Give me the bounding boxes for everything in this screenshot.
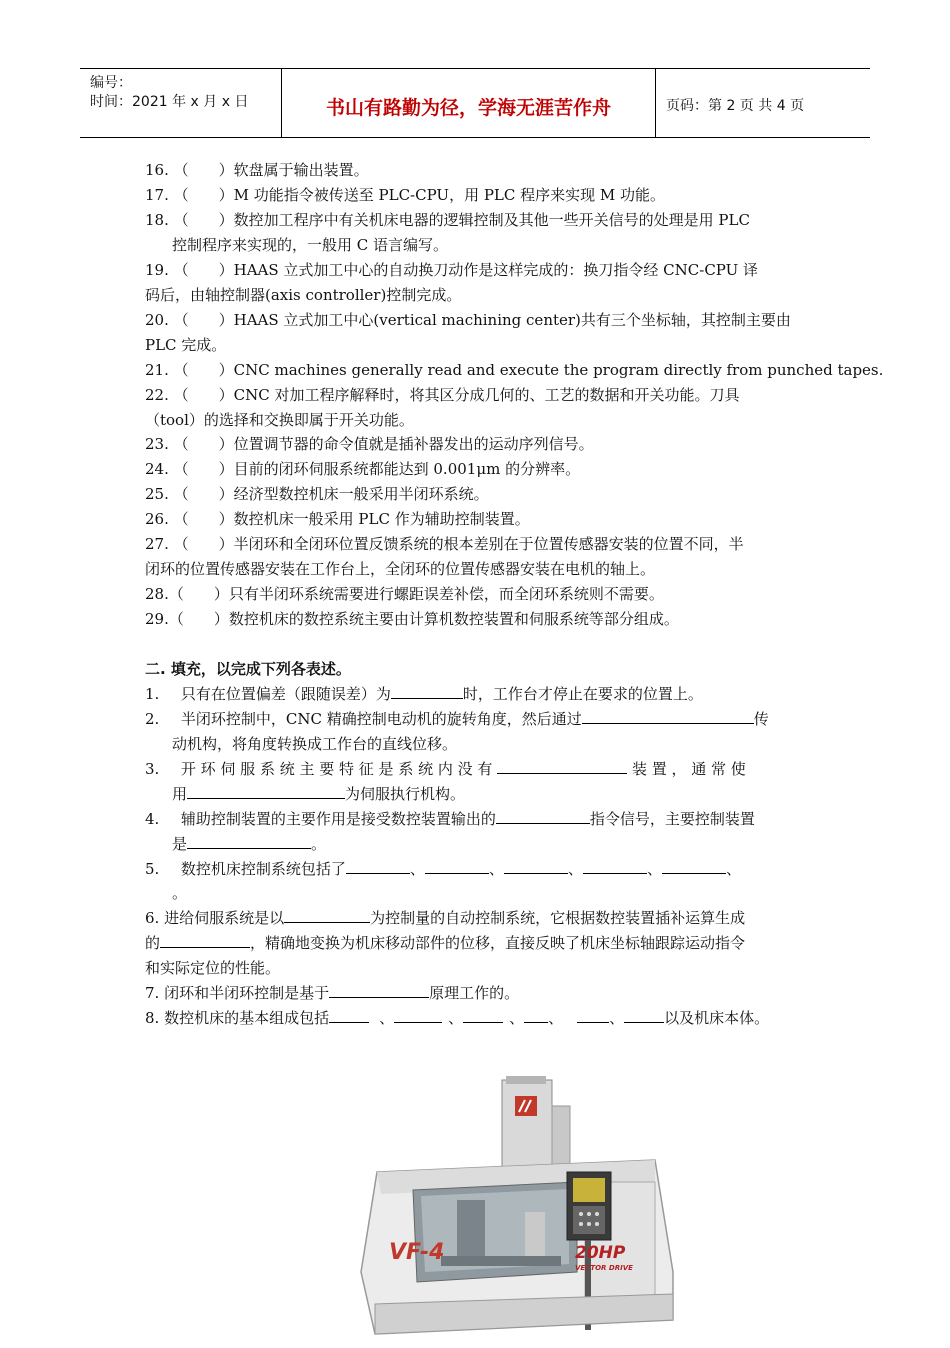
fill-item-2-line2: 动机构，将角度转换成工作台的直线位移。	[172, 735, 458, 753]
fill-item-5-line1	[145, 859, 741, 879]
header-motto-cell	[282, 69, 656, 137]
question-16: 16. （ ）软盘属于输出装置。	[145, 161, 369, 179]
item-text: 8. 数控机床的基本组成包括	[145, 1009, 330, 1027]
item-text: 以及机床本体。	[664, 1009, 770, 1027]
answer-blank[interactable]	[187, 834, 311, 849]
fill-item-7	[145, 983, 519, 1003]
item-text: 指令信号，主要控制装置	[589, 810, 755, 828]
item-text: 半闭环控制中，CNC 精确控制电动机的旋转角度，然后通过	[180, 710, 582, 728]
item-number: 4.	[145, 810, 160, 828]
header-page-cell	[656, 69, 870, 137]
answer-blank[interactable]	[496, 809, 590, 824]
answer-blank[interactable]	[329, 1008, 369, 1023]
fill-item-8	[145, 1008, 769, 1028]
page-header	[80, 68, 870, 138]
question-17: 17. （ ）M 功能指令被传送至 PLC-CPU，用 PLC 程序来实现 M 功能。	[145, 186, 666, 204]
separator: 、	[609, 1009, 625, 1027]
answer-blank[interactable]	[524, 1008, 548, 1023]
question-26: 26. （ ）数控机床一般采用 PLC 作为辅助控制装置。	[145, 510, 530, 528]
item-text: 开 环 伺 服 系 统 主 要 特 征 是 系 统 内 没 有	[180, 760, 493, 778]
separator: 、	[448, 1009, 464, 1027]
separator: 、	[646, 860, 662, 878]
answer-blank[interactable]	[425, 859, 489, 874]
question-18-line1: 18. （ ）数控加工程序中有关机床电器的逻辑控制及其他一些开关信号的处理是用 PLC	[145, 211, 750, 229]
question-20-line1: 20. （ ）HAAS 立式加工中心(vertical machining center)共有三个坐标轴，其控制主要由	[145, 311, 791, 329]
doc-number-label: 编号：	[90, 75, 132, 91]
item-text: 只有在位置偏差（跟随误差）为	[180, 685, 391, 703]
fill-item-4-line2	[172, 834, 326, 854]
item-text: 是	[172, 835, 188, 853]
separator: 、	[725, 860, 741, 878]
doc-time-label: 时间：2021 年 x 月 x 日	[90, 94, 249, 110]
cnc-machine-illustration	[355, 1072, 685, 1344]
haas-logo-icon	[515, 1096, 537, 1116]
cnc-machine-icon	[355, 1072, 685, 1344]
question-29: 29.（ ）数控机床的数控系统主要由计算机数控装置和伺服系统等部分组成。	[145, 610, 679, 628]
separator: 、	[567, 860, 583, 878]
answer-blank[interactable]	[394, 1008, 442, 1023]
item-text: 6. 进给伺服系统是以	[145, 909, 285, 927]
answer-blank[interactable]	[160, 933, 250, 948]
question-20-line2: PLC 完成。	[145, 336, 227, 354]
item-text: 。	[311, 835, 327, 853]
question-23: 23. （ ）位置调节器的命令值就是插补器发出的运动序列信号。	[145, 435, 594, 453]
question-21: 21. （ ）CNC machines generally read and execute the program directly from punched tapes.	[145, 361, 884, 379]
answer-blank[interactable]	[284, 908, 370, 923]
answer-blank[interactable]	[504, 859, 568, 874]
fill-item-1	[145, 684, 703, 704]
answer-blank[interactable]	[662, 859, 726, 874]
item-text: 为控制量的自动控制系统，它根据数控装置插补运算生成	[370, 909, 746, 927]
fill-item-4-line1	[145, 809, 755, 829]
answer-blank[interactable]	[577, 1008, 609, 1023]
question-19-line1: 19. （ ）HAAS 立式加工中心的自动换刀动作是这样完成的：换刀指令经 CNC-CPU 译	[145, 261, 759, 279]
fill-item-3-line1	[145, 759, 746, 779]
separator: 、	[488, 860, 504, 878]
question-19-line2: 码后，由轴控制器(axis controller)控制完成。	[145, 286, 462, 304]
question-27-line1: 27. （ ）半闭环和全闭环位置反馈系统的根本差别在于位置传感器安装的位置不同，半	[145, 535, 744, 553]
separator: 、	[409, 860, 425, 878]
fill-item-6-line2	[145, 933, 745, 953]
question-25: 25. （ ）经济型数控机床一般采用半闭环系统。	[145, 485, 489, 503]
machine-model-label: VF-4	[389, 1240, 445, 1265]
question-22-line2: （tool）的选择和交换即属于开关功能。	[145, 411, 414, 429]
control-screen-icon	[573, 1178, 605, 1202]
fill-item-3-line2	[172, 784, 465, 804]
section-heading: 二. 填充，以完成下列各表述。	[145, 660, 351, 678]
item-text: 装 置 ， 通 常 使	[631, 760, 746, 778]
fill-item-2-line1	[145, 709, 769, 729]
answer-blank[interactable]	[624, 1008, 664, 1023]
item-text: 辅助控制装置的主要作用是接受数控装置输出的	[180, 810, 496, 828]
item-text: 原理工作的。	[429, 984, 520, 1002]
item-text: 传	[753, 710, 769, 728]
separator: 、	[548, 1009, 564, 1027]
answer-blank[interactable]	[463, 1008, 503, 1023]
separator: 、	[379, 1009, 395, 1027]
answer-blank[interactable]	[497, 759, 627, 774]
answer-blank[interactable]	[187, 784, 345, 799]
item-text: 的	[145, 934, 161, 952]
header-meta-cell	[80, 69, 282, 137]
item-text: 时，工作台才停止在要求的位置上。	[462, 685, 703, 703]
item-text: 用	[172, 785, 188, 803]
answer-blank[interactable]	[391, 684, 463, 699]
item-text: 为伺服执行机构。	[345, 785, 466, 803]
fill-item-6-line3: 和实际定位的性能。	[145, 959, 281, 977]
item-number: 1.	[145, 685, 160, 703]
question-22-line1: 22. （ ）CNC 对加工程序解释时，将其区分成几何的、工艺的数据和开关功能。刀具	[145, 386, 740, 404]
item-text: 数控机床控制系统包括了	[180, 860, 346, 878]
item-number: 3.	[145, 760, 160, 778]
question-24: 24. （ ）目前的闭环伺服系统都能达到 0.001μm 的分辨率。	[145, 460, 581, 478]
answer-blank[interactable]	[329, 983, 429, 998]
machine-drive-label: VECTOR DRIVE	[575, 1264, 633, 1272]
question-28: 28.（ ）只有半闭环系统需要进行螺距误差补偿，而全闭环系统则不需要。	[145, 585, 664, 603]
item-text: ，精确地变换为机床移动部件的位移，直接反映了机床坐标轴跟踪运动指令	[250, 934, 746, 952]
answer-blank[interactable]	[346, 859, 410, 874]
fill-item-5-line2: 。	[172, 884, 188, 902]
machine-hp-label: 20HP	[575, 1243, 626, 1263]
question-18-line2: 控制程序来实现的，一般用 C 语言编写。	[172, 236, 449, 254]
fill-item-6-line1	[145, 908, 745, 928]
answer-blank[interactable]	[582, 709, 754, 724]
question-27-line2: 闭环的位置传感器安装在工作台上，全闭环的位置传感器安装在电机的轴上。	[145, 560, 656, 578]
item-number: 2.	[145, 710, 160, 728]
item-text: 7. 闭环和半闭环控制是基于	[145, 984, 330, 1002]
header-motto: 书山有路勤为径，学海无涯苦作舟	[325, 97, 611, 119]
separator: 、	[509, 1009, 525, 1027]
answer-blank[interactable]	[583, 859, 647, 874]
page-number-label: 页码：第 2 页 共 4 页	[666, 98, 805, 114]
item-number: 5.	[145, 860, 160, 878]
